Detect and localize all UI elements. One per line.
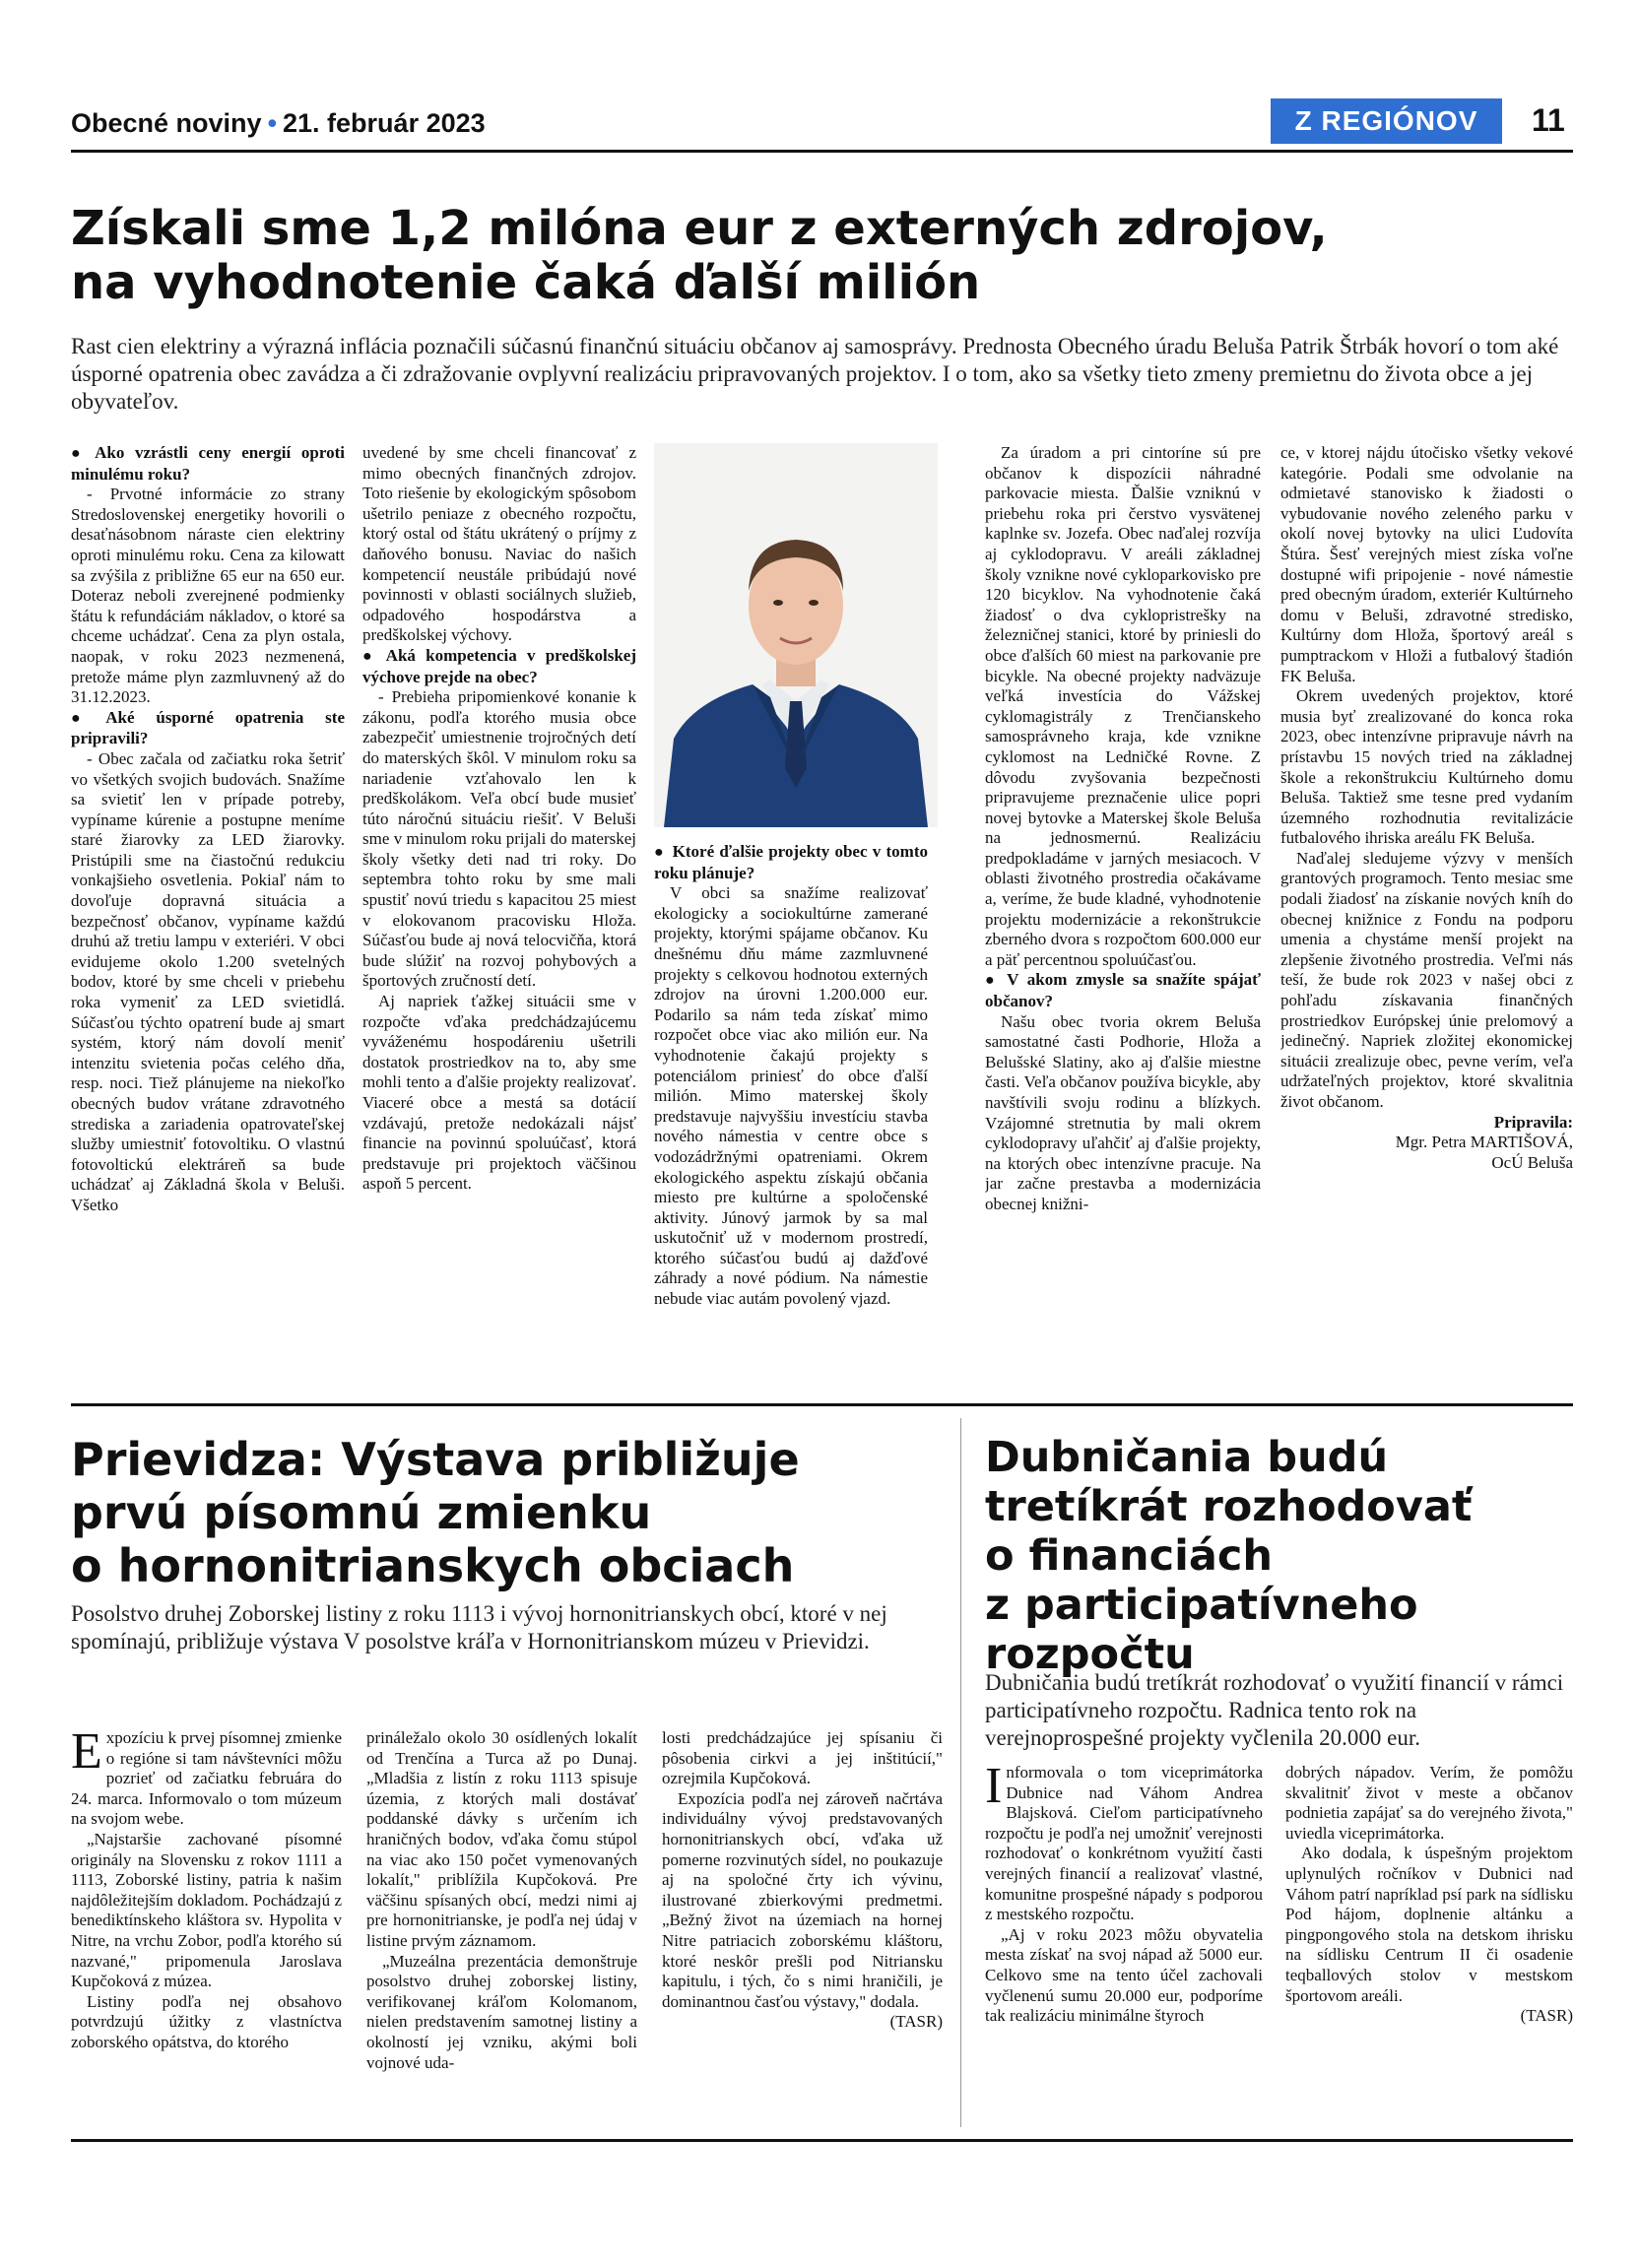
article2-column-1 bbox=[71, 1728, 342, 2122]
section-divider bbox=[71, 1403, 1573, 1406]
paragraph: uvedené by sme chceli financovať z mimo obecných finančných zdrojov. Toto riešenie by ekologickým spôsobom ušetrilo peniaze z obecného rozpočtu, ktorý ostal od štátu ukrátený o príjmy z daňového bonusu. Naviac do našich kompetencií neustále pribúdajú nové povinnosti v oblasti sociálnych služieb, odpadového hospodárstva a predškolskej výchovy. bbox=[362, 443, 636, 645]
paragraph: losti predchádzajúce jej spísaniu či pôsobenia cirkvi a jej inštitúcií," ozrejmila Kupčoková. bbox=[662, 1728, 943, 1788]
article2-column-3 bbox=[662, 1728, 943, 2122]
paragraph: Ako dodala, k úspešným projektom uplynulých ročníkov v Dubnici nad Váhom patrí napríklad psí park na sídlisku Pod hájom, doplnenie altánku a pingpongového stola na detskom ihrisku na sídlisku Centrum II či osadenie teqballových stolov v mestskom športovom areáli. bbox=[1285, 1844, 1573, 2005]
article1-column-1 bbox=[71, 443, 345, 1389]
article2-lead: Posolstvo druhej Zoborskej listiny z roku 1113 i vývoj hornonitrianskych obcí, ktoré v nej spomínajú, približuje výstava V posolstve kráľa v Hornonitrianskom múzeu v Prievidzi. bbox=[71, 1601, 887, 1653]
masthead bbox=[71, 108, 486, 139]
drop-cap: E bbox=[71, 1728, 102, 1780]
paragraph: dobrých nápadov. Verím, že pomôžu skvalitniť život v meste a občanov podnietia zapájať sa do verejného života," uviedla viceprimátorka. bbox=[1285, 1763, 1573, 1843]
article1-lead: Rast cien elektriny a výrazná inflácia poznačili súčasnú finančnú situáciu občanov aj samosprávy. Prednosta Obecného úradu Beluša Patrik Štrbák hovorí o tom aké úsporné opatrenia obec zavádza a či zdražovanie ovplyvní realizáciu pripravovaných projektov. I o tom, ako sa všetky tieto zmeny premietnu do života obce a jej obyvateľov. bbox=[71, 334, 1559, 414]
interview-question: ● V akom zmysle sa snažíte spájať občanov? bbox=[985, 970, 1261, 1011]
paragraph: V obci sa snažíme realizovať ekologicky a sociokultúrne zamerané projekty, ktorými spájame občanov. Ku dnešnému dňu máme zazmluvnené projekty s celkovou hodnotou externých zdrojov na úrovni 1.200.000 eur. Podarilo sa nám teda získať mimo rozpočet obce viac ako milión eur. Na vyhodnotenie čakajú projekty s potenciálom priniesť do obce ďalší milión. Mimo materskej školy predstavuje najvyššiu investíciu stavba nového námestia v centre obce s vodozádržnými opatreniami. Okrem ekologického aspektu získajú občania miesto pre kultúrne a spoločenské aktivity. Júnový jarmok by sa mal uskutočniť už v modernom prostredí, ktorého súčasťou budú aj dažďové záhrady a nové pódium. Na námestie nebude viac autám povolený vjazd. bbox=[654, 883, 928, 1309]
paragraph: ce, v ktorej nájdu útočisko všetky vekové kategórie. Podali sme odvolanie na odmietavé stanovisko k žiadosti o vybudovanie nového zeleného parku v okolí novej bytovky na ulici Ľudovíta Štúra. Šesť verejných miest získa voľne dostupné wifi pripojenie - nové námestie pred obecným úradom, exteriér Kultúrneho domu v Beluši, zdravotné stredisko, Kultúrny dom Hloža, športový areál s pumptrackom v Hloži a futbalový štadión FK Beluša. bbox=[1280, 443, 1573, 685]
portrait-illustration bbox=[654, 443, 938, 827]
paragraph: Za úradom a pri cintoríne sú pre občanov k dispozícii náhradné parkovacie miesta. Ďalšie vzniknú v priebehu roka pri čerstvo vysvätenej kaplnke sv. Jozefa. Obec naďalej rozvíja aj cyklodopravu. V areáli základnej školy vznikne nové cykloparkovisko pre 120 bicyklov. Na vyhodnotenie čaká žiadosť o dva cyklopristrešky na železničnej stanici, ktoré by priniesli do obce ďalších 60 miest na parkovanie pre bicykle. Na obecné projekty nadväzuje veľká investícia do Vážskej cyklomagistrály z Trenčianskeho samosprávneho kraja, kde vznikne cyklomost na Ledničké Rovne. Z dôvodu zvyšovania bezpečnosti pripravujeme preznačenie ulice popri novej bytovke a Materskej škole Beluša na jednosmernú. Realizáciu predpokladáme v jarných mesiacoch. V oblasti životného prostredia očakávame a, veríme, že bude kladné, vyhodnotenie projektu modernizácie a rekonštrukcie zberného dvora s rozpočtom 600.000 eur a päť percentnou spoluúčasťou. bbox=[985, 443, 1261, 969]
article1-column-3 bbox=[654, 842, 928, 1389]
paragraph: prináležalo okolo 30 osídlených lokalít od Trenčína a Turca až po Dunaj. „Mladšia z listín z roku 1113 spisuje územia, z ktorých mali dostávať poddanské dávky s určením ich hraničných bodov, vďaka čomu stúpol na viac ako 150 počet vymenovaných lokalít," priblížila Kupčoková. Pre väčšinu spísaných obcí, medzi nimi aj pre hornonitrianske, je podľa nej údaj v listine prvým záznamom. bbox=[366, 1728, 637, 1950]
article3-lead: Dubničania budú tretíkrát rozhodovať o využití financií v rámci participatívneho rozpočtu. Radnica tento rok na verejnoprospešné projekty vyčlenila 20.000 eur. bbox=[985, 1670, 1564, 1750]
paragraph: Expozícia podľa nej zároveň načrtáva individuálny vývoj predstavovaných hornonitrianskych obcí, vďaka už pomerne rozvinutých sídel, no poukazuje aj na spoločné črty ich vývinu, ilustrované zbierkovými predmetmi. „Bežný život na územiach na hornej Nitre patriacich zoborskému kláštoru, ktoré neskôr prešli pod Nitriansku kapitulu, i tých, čo s nimi hraničili, je dominantnou časťou výstavy," dodala. bbox=[662, 1788, 943, 2011]
interview-question: ● Aká kompetencia v predškolskej výchove prejde na obec? bbox=[362, 646, 636, 687]
headline-line: o financiách bbox=[985, 1531, 1273, 1581]
article1-column-5 bbox=[1280, 443, 1573, 1389]
article1-column-2 bbox=[362, 443, 636, 1389]
paragraph: Listiny podľa nej obsahovo potvrdzujú úžitky z vlastníctva zoborského opátstva, do ktorého bbox=[71, 1991, 342, 2051]
credit-line: OcÚ Beluša bbox=[1491, 1152, 1573, 1172]
opening-paragraph bbox=[985, 1763, 1263, 1925]
article3-headline bbox=[985, 1433, 1576, 1679]
paragraph: Našu obec tvoria okrem Beluša samostatné časti Podhorie, Hloža a Belušské Slatiny, ako aj ďalšie miestne časti. Veľa občanov používa bicykle, aby navštívili svoju rodinu a blízkych. Vzájomné stretnutia by mali okrem cyklodopravy uľahčiť aj ďalšie projekty, na ktorých obec intenzívne pracuje. Na jar začne prestavba a modernizácia obecnej knižni- bbox=[985, 1011, 1261, 1213]
paragraph: Aj napriek ťažkej situácii sme v rozpočte vďaka predchádzajúcemu vyváženému hospodáreniu ušetrili dostatok prostriedkov na to, aby sme mohli tento a ďalšie projekty realizovať. Viaceré obce a mestá sa dotácií vzdávajú, pretože nedokázali nájsť financie na povinnú spoluúčasť, ktorá predstavuje pri projektoch väčšinou aspoň 5 percent. bbox=[362, 992, 636, 1194]
interview-question: ● Aké úsporné opatrenia ste pripravili? bbox=[71, 708, 345, 749]
credit-line: (TASR) bbox=[889, 2012, 943, 2032]
article1-column-4 bbox=[985, 443, 1261, 1389]
paragraph: „Najstaršie zachované písomné originály na Slovensku z rokov 1111 a 1113, Zoborské listiny, patria k našim najdôležitejším dokladom. Pochádzajú z benediktínskeho kláštora sv. Hypolita v Nitre, na vrchu Zobor, podľa ktorého sú nazvané," pripomenula Jaroslava Kupčoková z múzea. bbox=[71, 1829, 342, 1991]
credit-line: (TASR) bbox=[1520, 2006, 1573, 2026]
portrait-photo bbox=[654, 443, 938, 827]
header-rule bbox=[71, 150, 1573, 153]
headline-line: tretíkrát rozhodovať bbox=[985, 1482, 1473, 1531]
headline-line: prvú písomnú zmienku bbox=[71, 1486, 652, 1539]
interview-question: ● Ako vzrástli ceny energií oproti minulému roku? bbox=[71, 443, 345, 485]
page-number: 11 bbox=[1532, 102, 1565, 138]
headline-line: Prievidza: Výstava približuje bbox=[71, 1433, 800, 1486]
bottom-rule bbox=[71, 2139, 1573, 2142]
paragraph: - Prebieha pripomienkové konanie k zákonu, podľa ktorého musia obce zabezpečiť umiestnenie trojročných detí do materských škôl. V minulom roku sa nariadenie vzťahovalo len k predškolákom. Veľa obcí bude musieť túto náročnú situáciu riešiť. V Beluši sme v minulom roku prijali do materskej školy všetky deti nad tri roky. Do septembra tohto roku by sme mali spustiť novú triedu s kapacitou 25 miest v elokovanom pracovisku Hloža. Súčasťou bude aj nová telocvičňa, ktorá bude slúžiť na rozvoj pohybových a športových zručností detí. bbox=[362, 687, 636, 991]
headline-line: z participatívneho bbox=[985, 1581, 1418, 1630]
headline-line: rozpočtu bbox=[985, 1630, 1195, 1679]
headline-line: na vyhodnotenie čaká ďalší milión bbox=[71, 255, 981, 310]
headline-line: Získali sme 1,2 milóna eur z externých zdrojov, bbox=[71, 201, 1328, 256]
opening-text: xpozíciu k prvej písomnej zmienke o regióne si tam návštevníci môžu pozrieť od začiatku februára do 24. marca. Informovalo o tom múzeum na svojom webe. bbox=[71, 1728, 342, 1829]
paragraph: - Obec začala od začiatku roka šetriť vo všetkých svojich budovách. Snažíme sa svietiť len v prípade potreby, vypíname kúrenie a postupne meníme staré žiarovky za LED žiarovky. Pristúpili sme na čiastočnú redukciu vonkajšieho osvetlenia. Pokiaľ nám to dovoľuje dopravná situácia a bezpečnosť občanov, vypíname každú druhú až tretiu lampu v exteriéri. V obci evidujeme okolo 1.200 svetelných bodov, ktoré by sme chceli v priebehu roka vymeniť za LED svietidlá. Súčasťou týchto opatrení bude aj smart systém, ktorý nám dovolí meniť intenzitu svietenia počas celého dňa, resp. noci. Tiež plánujeme na niekoľko obecných budov vrátane zdravotného strediska a zariadenia opatrovateľskej služby umiestniť fotovoltiku. O vlastnú fotovoltickú elektráreň sa bude uchádzať aj Základná škola v Beluši. Všetko bbox=[71, 748, 345, 1214]
drop-cap: I bbox=[985, 1763, 1003, 1814]
article2-column-2 bbox=[366, 1728, 637, 2122]
section-tag: Z REGIÓNOV bbox=[1271, 98, 1502, 144]
opening-paragraph bbox=[71, 1728, 342, 1830]
paper-name: Obecné noviny bbox=[71, 108, 262, 138]
article3-column-2 bbox=[1285, 1763, 1573, 2122]
opening-text: nformovala o tom viceprimátorka Dubnice nad Váhom Andrea Blajsková. Cieľom participatívneho rozpočtu je podľa nej umožniť verejnosti rozhodovať o konkrétnom využití časti verejných financií a realizovať vlastné, komunitne prospešné nápady s podporou z mestského rozpočtu. bbox=[985, 1763, 1263, 1924]
credit-line: Mgr. Petra MARTIŠOVÁ, bbox=[1395, 1133, 1573, 1152]
headline-line: o hornonitrianskych obciach bbox=[71, 1539, 795, 1592]
issue-date: 21. február 2023 bbox=[283, 108, 486, 138]
paragraph: Naďalej sledujeme výzvy v menších grantových programoch. Tento mesiac sme podali žiadosť na získanie nových kníh do obecnej knižnice z Fondu na podporu umenia a chystáme menší projekt na zlepšenie životného prostredia. Veľmi nás teší, že bude rok 2023 v našej obci z pohľadu získavania finančných prostriedkov Európskej únie prelomový a jedinečný. Napriek zložitej ekonomickej situácii zrealizuje obec, pevne verím, veľa udržateľných projektov, ktoré skvalitnia život občanom. bbox=[1280, 848, 1573, 1111]
article2-headline bbox=[71, 1433, 957, 1592]
article3-column-1 bbox=[985, 1763, 1263, 2122]
headline-line: Dubničania budú bbox=[985, 1433, 1389, 1482]
paragraph: Okrem uvedených projektov, ktoré musia byť zrealizované do konca roka 2023, obec intenzívne pripravuje návrh na prístavbu 15 nových tried na základnej škole a rekonštrukciu Kultúrneho domu Beluša. Taktiež sme tesne pred vydaním územného rozhodnutia revitalizácie futbalového ihriska areálu FK Beluša. bbox=[1280, 686, 1573, 848]
paragraph: „Aj v roku 2023 môžu obyvatelia mesta získať na svoj nápad až 5000 eur. Celkovo sme na tento účel zachovali vyčlenenú sumu 20.000 eur, podporíme tak realizáciu minimálne štyroch bbox=[985, 1924, 1263, 2026]
article1-headline bbox=[71, 202, 1548, 310]
paragraph: „Muzeálna prezentácia demonštruje posolstvo druhej zoborskej listiny, verifikovanej kráľom Kolomanom, nielen predstavením samotnej listiny a okolností jej vzniku, akými boli vojnové uda- bbox=[366, 1951, 637, 2072]
interview-question: ● Ktoré ďalšie projekty obec v tomto roku plánuje? bbox=[654, 842, 928, 883]
column-divider bbox=[960, 1418, 961, 2127]
masthead-separator: • bbox=[267, 108, 278, 138]
paragraph: - Prvotné informácie zo strany Stredoslovenskej energetiky hovorili o desaťnásobnom náraste cien elektriny oproti minulému roku. Cena za kilowatt sa zvýšila z približne 65 eur na 650 eur. Doteraz neboli zverejnené podmienky štátu k refundáciám nákladov, o ktoré sa chceme uchádzať. Cena za plyn ostala, naopak, v roku 2023 nezmenená, pretože máme plyn zazmluvnený až do 31.12.2023. bbox=[71, 485, 345, 707]
credit-label: Pripravila: bbox=[1493, 1112, 1573, 1132]
